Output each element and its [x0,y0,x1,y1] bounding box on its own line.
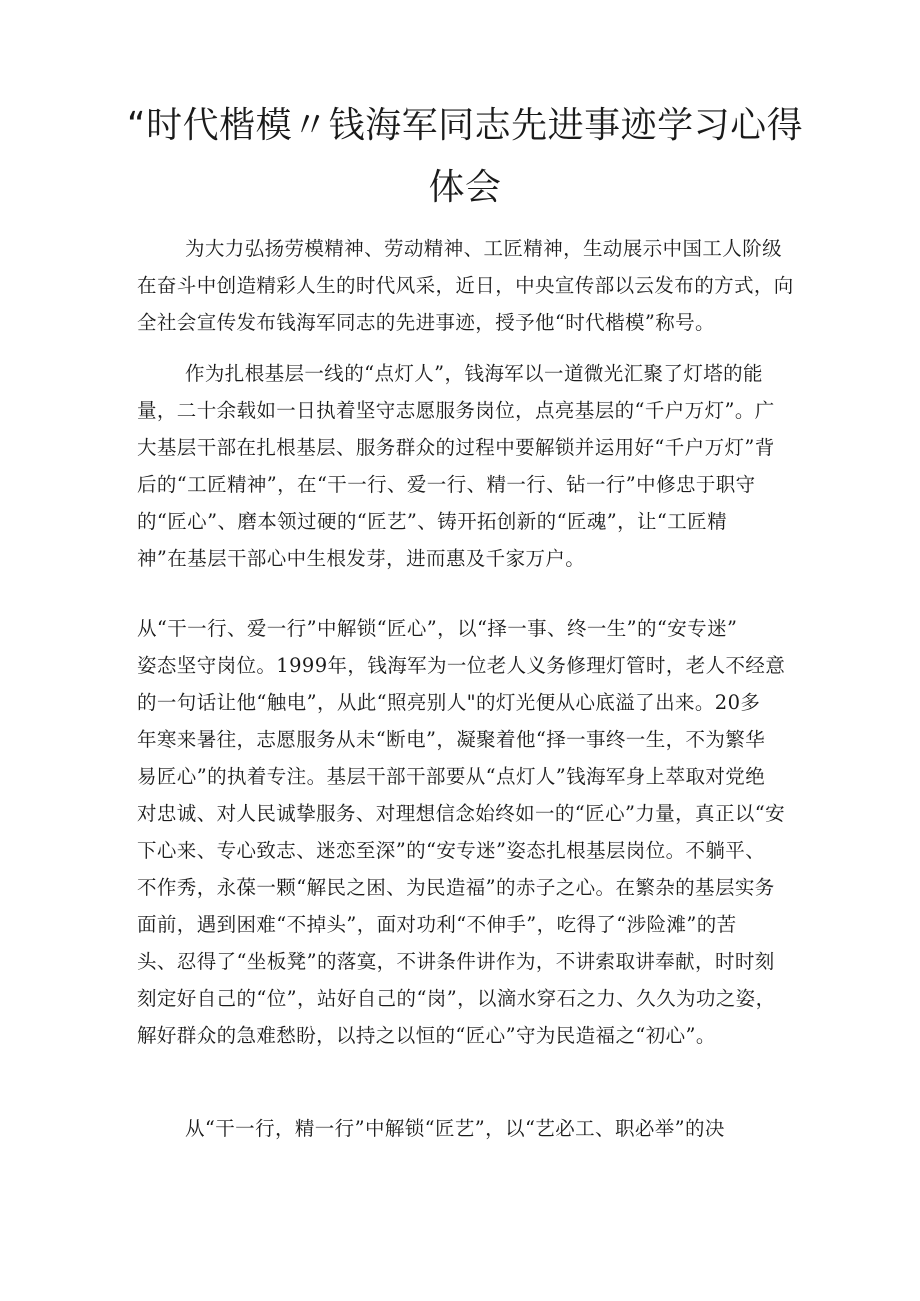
text-line: 不作秀，永葆一颗“解民之困、为民造福”的赤子之心。在繁杂的基层实务 [137,876,775,899]
text-line: 量，二十余载如一日执着坚守志愿服务岗位，点亮基层的“千户万灯”。广 [137,399,775,422]
text-line: 全社会宣传发布钱海军同志的先进事迹，授予他“时代楷模”称号。 [137,311,715,334]
paragraph-2 [137,355,797,577]
text-line: 大基层干部在扎根基层、服务群众的过程中要解锁并运用好“千户万灯”背 [137,436,775,459]
text-line: 作为扎根基层一线的“点灯人”，钱海军以一道微光汇聚了灯塔的能 [185,362,763,385]
text-line: 神”在基层干部心中生根发芽，进而惠及千家万户。 [137,547,586,570]
text-line: 年寒来暑往，志愿服务从未“断电”，凝聚着他“择一事终一生，不为繁华 [137,728,766,751]
text-line: 的“匠心”、磨本领过硬的“匠艺”、铸开拓创新的“匠魂”，让“工匠精 [137,510,727,533]
text-line: 从“干一行、爱一行”中解锁“匠心”，以“择一事、终一生”的“安专迷” [137,617,738,640]
text-line: 下心来、专心致志、迷恋至深”的“安专迷”姿态扎根基层岗位。不躺平、 [137,839,766,862]
paragraph-1 [137,230,797,341]
text-line: 易匠心”的执着专注。基层干部干部要从“点灯人”钱海军身上萃取对党绝 [137,765,766,788]
paragraph-4 [137,1110,797,1147]
text-line: 对忠诚、对人民诚挚服务、对理想信念始终如一的“匠心”力量，真正以“安 [137,802,786,825]
text-line: 为大力弘扬劳模精神、劳动精神、工匠精神，生动展示中国工人阶级 [185,237,783,260]
text-line: 的一句话让他“触电”，从此“照亮别人"的灯光便从心底溢了出来。20多 [137,691,761,714]
text-line: 解好群众的急难愁盼，以持之以恒的“匠心”守为民造福之“初心”。 [137,1024,716,1047]
text-line: 刻定好自己的“位”，站好自己的“岗”，以滴水穿石之力、久久为功之姿， [137,987,776,1010]
text-line: 头、忍得了“坐板凳”的落寞，不讲条件讲作为，不讲索取讲奉献，时时刻 [137,950,775,973]
paragraph-3 [137,610,797,1054]
document-title-line-1: “时代楷模〃钱海军同志先进事迹学习心得 [126,105,804,146]
text-line: 姿态坚守岗位。1999年，钱海军为一位老人义务修理灯管时，老人不经意 [137,654,786,677]
text-line: 面前，遇到困难“不掉头”，面对功利“不伸手”，吃得了“涉险滩”的苦 [137,913,737,936]
text-line: 在奋斗中创造精彩人生的时代风采，近日，中央宣传部以云发布的方式，向 [137,274,794,297]
text-line: 从“干一行，精一行”中解锁“匠艺”，以“艺必工、职必举”的决 [185,1117,725,1140]
document-title-line-2: 体会 [428,167,502,208]
text-line: 后的“工匠精神”，在“干一行、爱一行、精一行、钻一行”中修忠于职守 [137,473,756,496]
